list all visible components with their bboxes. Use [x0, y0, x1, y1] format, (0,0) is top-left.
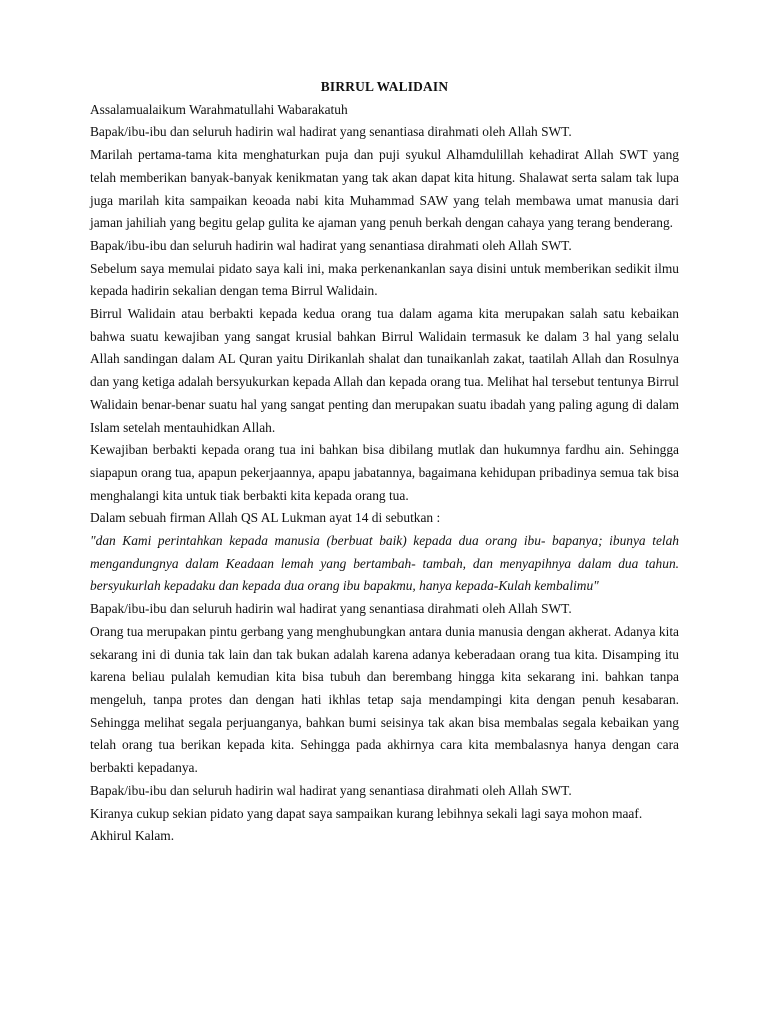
paragraph-obligation: Kewajiban berbakti kepada orang tua ini bahkan bisa dibilang mutlak dan hukumnya fardhu ain. Sehingga siapapun orang tua, apapun pekerjaannya, apapu jabatannya, bagaimana kehidupan pribadinya semua tak bisa menghalangi kita untuk tiak berbakti kita kepada orang tua.: [90, 442, 679, 503]
paragraph-address-2: Bapak/ibu-ibu dan seluruh hadirin wal hadirat yang senantiasa dirahmati oleh Allah SWT.: [90, 237, 572, 253]
paragraph-closing: Kiranya cukup sekian pidato yang dapat saya sampaikan kurang lebihnya sekali lagi saya mohon maaf.: [90, 805, 643, 821]
paragraph-verse-intro: Dalam sebuah firman Allah QS AL Lukman ayat 14 di sebutkan :: [90, 510, 441, 526]
document-title: BIRRUL WALIDAIN: [320, 79, 449, 94]
paragraph-akhirul-kalam: Akhirul Kalam.: [90, 828, 175, 844]
paragraph-greeting: Assalamualaikum Warahmatullahi Wabarakatuh: [90, 101, 348, 117]
paragraph-address-1: Bapak/ibu-ibu dan seluruh hadirin wal hadirat yang senantiasa dirahmati oleh Allah SWT.: [90, 124, 572, 140]
paragraph-parents: Orang tua merupakan pintu gerbang yang menghubungkan antara dunia manusia dengan akherat. Adanya kita sekarang ini di dunia tak lain dan tak bukan adalah karena adanya keberadaan orang tua kita. Disamping itu karena beliau pulalah kemudian kita bisa tubuh dan berembang hingga kita sekarang ini. bahkan tanpa mengeluh, tanpa protes dan dengan hati ikhlas tetap saja mendampingi kita dengan penuh kesabaran. Sehingga melihat segala perjuanganya, bahkan bumi seisinya tak akan bisa membalas segala kebaikan yang telah orang tua berikan kepada kita. Sehingga pada akhirnya cara kita membalasnya hanya dengan cara berbakti kepadanya.: [90, 623, 679, 776]
paragraph-verse-quote: "dan Kami perintahkan kepada manusia (berbuat baik) kepada dua orang ibu- bapanya; ibunya telah mengandungnya dalam Keadaan lemah yang bertambah- tambah, dan menyapihnya dalam dua tahun. bersyukurlah kepadaku dan kepada dua orang ibu bapakmu, hanya kepada-Kulah kembalimu": [90, 533, 679, 594]
paragraph-theme: Sebelum saya memulai pidato saya kali ini, maka perkenankanlan saya disini untuk memberikan sedikit ilmu kepada hadirin sekalian dengan tema Birrul Walidain.: [90, 260, 679, 299]
paragraph-birrul-walidain: Birrul Walidain atau berbakti kepada kedua orang tua dalam agama kita merupakan salah satu kebaikan bahwa suatu kewajiban yang sangat krusial bahkan Birrul Walidain termasuk ke dalam 3 hal yang selalu Allah sandingan dalam AL Quran yaitu Dirikanlah shalat dan tunaikanlah zakat, taatilah Allah dan Rosulnya dan yang ketiga adalah bersyukurkan kepada Allah dan kepada orang tua. Melihat hal tersebut tentunya Birrul Walidain benar-benar suatu hal yang sangat penting dan merupakan suatu ibadah yang paling agung di dalam Islam setelah mentauhidkan Allah.: [90, 306, 679, 435]
paragraph-address-4: Bapak/ibu-ibu dan seluruh hadirin wal hadirat yang senantiasa dirahmati oleh Allah SWT.: [90, 782, 572, 798]
paragraph-address-3: Bapak/ibu-ibu dan seluruh hadirin wal hadirat yang senantiasa dirahmati oleh Allah SWT.: [90, 601, 572, 617]
paragraph-opening: Marilah pertama-tama kita menghaturkan puja dan puji syukul Alhamdulillah kehadirat Allah SWT yang telah memberikan banyak-banyak kenikmatan yang tak akan dapat kita hitung. Shalawat serta salam tak lupa juga marilah kita sampaikan keoada nabi kita Muhammad SAW yang telah membawa umat manusia dari jaman jahiliah yang begitu gelap gulita ke ajaman yang penuh berkah dengan cahaya yang terang benderang.: [90, 147, 679, 231]
